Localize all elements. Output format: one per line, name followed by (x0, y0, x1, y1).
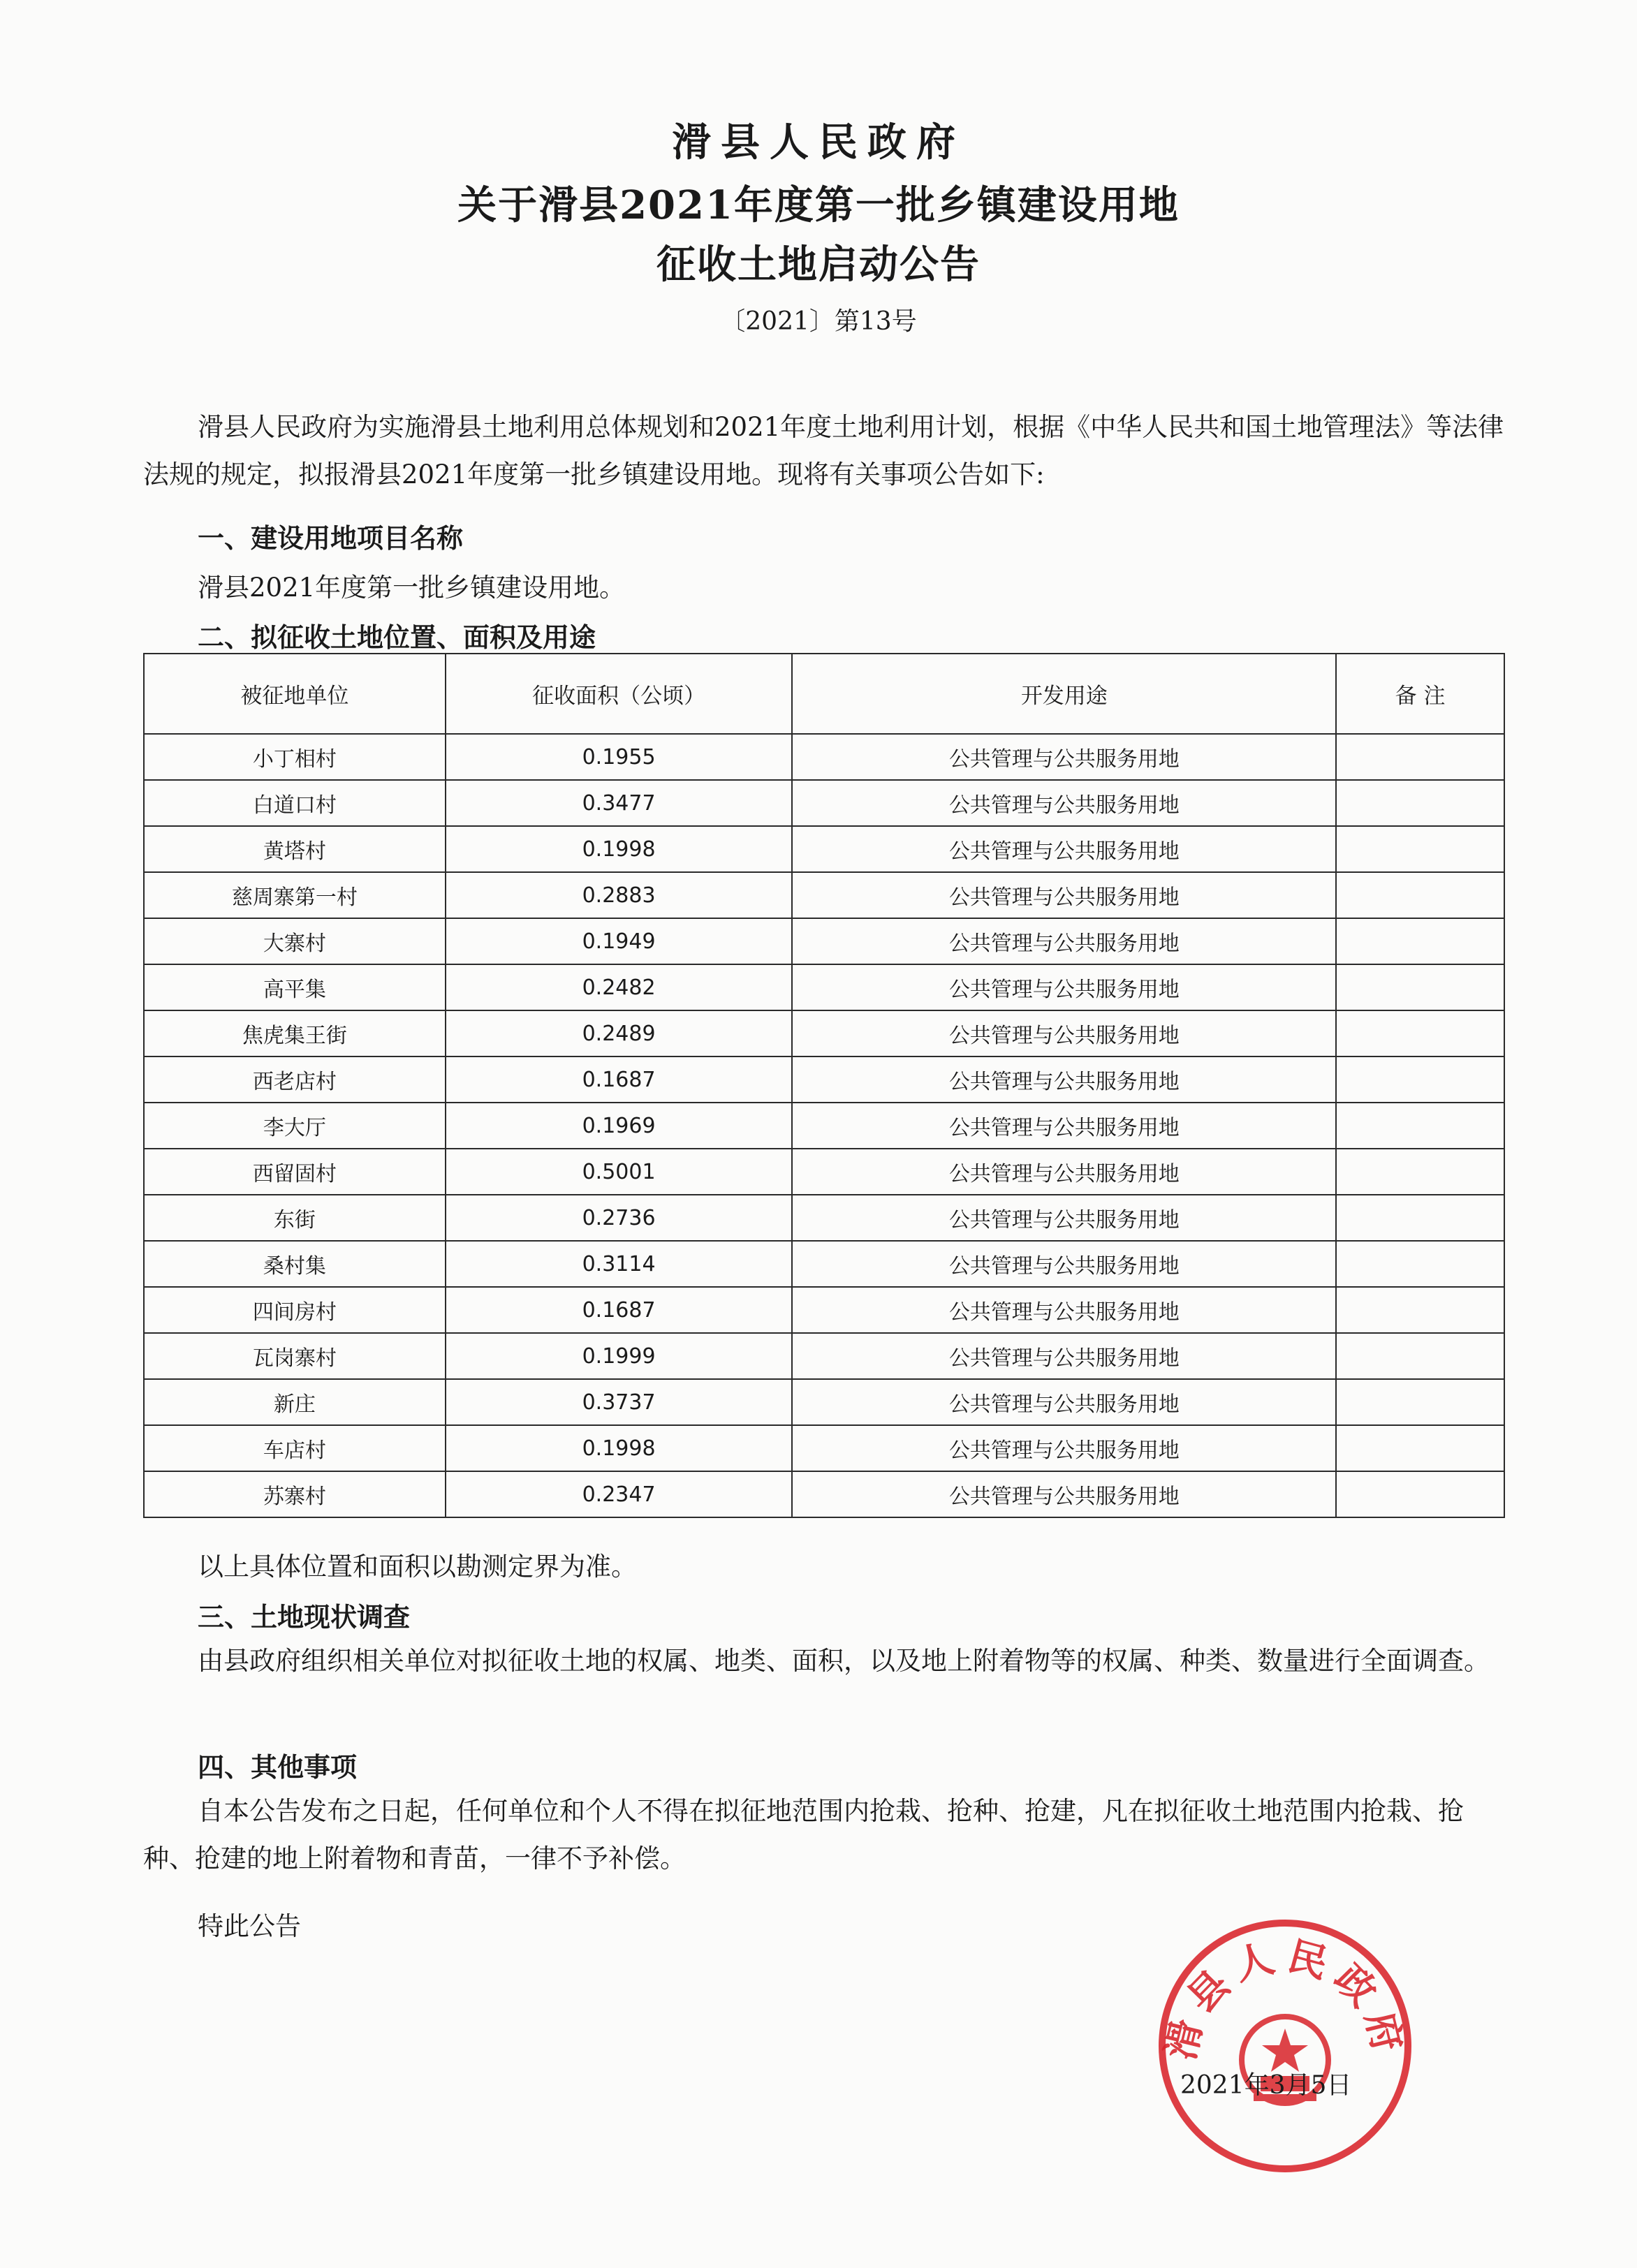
cell-area: 0.2489 (446, 1010, 793, 1056)
cell-note (1336, 1471, 1504, 1517)
table-row (144, 964, 1504, 1010)
cell-note (1336, 1379, 1504, 1425)
section4-text: 自本公告发布之日起，任何单位和个人不得在拟征地范围内抢栽、抢种、抢建，凡在拟征收土地范围内抢栽、抢种、抢建的地上附着物和青苗，一律不予补偿。 (143, 1796, 1464, 1873)
cell-note (1336, 734, 1504, 780)
cell-unit: 白道口村 (144, 780, 446, 826)
table-row (144, 734, 1504, 780)
cell-use: 公共管理与公共服务用地 (792, 1333, 1336, 1379)
cell-area: 0.1687 (446, 1056, 793, 1103)
cell-use: 公共管理与公共服务用地 (792, 1379, 1336, 1425)
cell-note (1336, 1103, 1504, 1149)
section4-heading: 四、其他事项 (198, 1752, 358, 1783)
title-issuer: 滑县人民政府 (672, 119, 965, 165)
cell-use: 公共管理与公共服务用地 (792, 780, 1336, 826)
cell-area: 0.2736 (446, 1195, 793, 1241)
table-row (144, 1056, 1504, 1103)
cell-use: 公共管理与公共服务用地 (792, 918, 1336, 964)
table-row (144, 826, 1504, 872)
table-row (144, 918, 1504, 964)
title-subject: 关于滑县2021年度第一批乡镇建设用地 (457, 182, 1180, 228)
seal-text: 滑县人民政府 (1158, 1933, 1412, 2065)
table-row (144, 1195, 1504, 1241)
cell-use: 公共管理与公共服务用地 (792, 1149, 1336, 1195)
cell-use: 公共管理与公共服务用地 (792, 1287, 1336, 1333)
table-row (144, 1379, 1504, 1425)
cell-note (1336, 1056, 1504, 1103)
cell-area: 0.5001 (446, 1149, 793, 1195)
table-row (144, 872, 1504, 918)
cell-area: 0.1969 (446, 1103, 793, 1149)
cell-unit: 东街 (144, 1195, 446, 1241)
cell-unit: 李大厅 (144, 1103, 446, 1149)
cell-area: 0.3114 (446, 1241, 793, 1287)
header-use: 开发用途 (792, 654, 1336, 734)
cell-unit: 慈周寨第一村 (144, 872, 446, 918)
cell-area: 0.1955 (446, 734, 793, 780)
cell-note (1336, 1425, 1504, 1471)
intro-paragraph: 滑县人民政府为实施滑县土地利用总体规划和2021年度土地利用计划，根据《中华人民共和国土地管理法》等法律法规的规定，拟报滑县2021年度第一批乡镇建设用地。现将有关事项公告如下: (143, 412, 1504, 489)
cell-use: 公共管理与公共服务用地 (792, 1010, 1336, 1056)
issue-date: 2021年3月5日 (1180, 2071, 1352, 2100)
cell-unit: 高平集 (144, 964, 446, 1010)
table-row (144, 1010, 1504, 1056)
cell-area: 0.1998 (446, 826, 793, 872)
cell-use: 公共管理与公共服务用地 (792, 826, 1336, 872)
table-row (144, 1149, 1504, 1195)
cell-area: 0.2347 (446, 1471, 793, 1517)
cell-use: 公共管理与公共服务用地 (792, 872, 1336, 918)
cell-unit: 瓦岗寨村 (144, 1333, 446, 1379)
table-row (144, 780, 1504, 826)
cell-area: 0.2883 (446, 872, 793, 918)
document-number: 〔2021〕第13号 (720, 307, 917, 336)
table-row (144, 1425, 1504, 1471)
cell-unit: 焦虎集王街 (144, 1010, 446, 1056)
cell-note (1336, 1241, 1504, 1287)
table-row (144, 1241, 1504, 1287)
cell-note (1336, 1333, 1504, 1379)
cell-note (1336, 1010, 1504, 1056)
cell-area: 0.1999 (446, 1333, 793, 1379)
cell-unit: 西留固村 (144, 1149, 446, 1195)
cell-unit: 新庄 (144, 1379, 446, 1425)
cell-area: 0.3477 (446, 780, 793, 826)
cell-use: 公共管理与公共服务用地 (792, 1195, 1336, 1241)
cell-use: 公共管理与公共服务用地 (792, 1471, 1336, 1517)
official-seal (1156, 1917, 1414, 2175)
closing-text: 特此公告 (198, 1911, 301, 1941)
land-table (143, 653, 1505, 1518)
title-notice: 征收土地启动公告 (656, 242, 981, 288)
section3-heading: 三、土地现状调查 (198, 1602, 411, 1633)
cell-note (1336, 918, 1504, 964)
section3-text: 由县政府组织相关单位对拟征收土地的权属、地类、面积，以及地上附着物等的权属、种类、数量进行全面调查。 (198, 1646, 1490, 1676)
section1-text: 滑县2021年度第一批乡镇建设用地。 (198, 573, 626, 603)
header-area: 征收面积（公顷） (446, 654, 793, 734)
cell-unit: 西老店村 (144, 1056, 446, 1103)
cell-use: 公共管理与公共服务用地 (792, 1103, 1336, 1149)
cell-unit: 黄塔村 (144, 826, 446, 872)
cell-use: 公共管理与公共服务用地 (792, 734, 1336, 780)
section1-heading: 一、建设用地项目名称 (198, 523, 464, 554)
cell-area: 0.1998 (446, 1425, 793, 1471)
cell-unit: 车店村 (144, 1425, 446, 1471)
cell-use: 公共管理与公共服务用地 (792, 1056, 1336, 1103)
cell-use: 公共管理与公共服务用地 (792, 1241, 1336, 1287)
cell-area: 0.1949 (446, 918, 793, 964)
section2-heading: 二、拟征收土地位置、面积及用途 (198, 622, 596, 653)
cell-note (1336, 1287, 1504, 1333)
cell-unit: 大寨村 (144, 918, 446, 964)
cell-note (1336, 872, 1504, 918)
cell-area: 0.3737 (446, 1379, 793, 1425)
cell-unit: 四间房村 (144, 1287, 446, 1333)
cell-use: 公共管理与公共服务用地 (792, 964, 1336, 1010)
cell-area: 0.1687 (446, 1287, 793, 1333)
table-row (144, 1287, 1504, 1333)
header-note: 备 注 (1336, 654, 1504, 734)
cell-note (1336, 826, 1504, 872)
table-row (144, 1333, 1504, 1379)
cell-unit: 桑村集 (144, 1241, 446, 1287)
cell-area: 0.2482 (446, 964, 793, 1010)
table-header-row (144, 654, 1504, 734)
cell-note (1336, 1195, 1504, 1241)
header-unit: 被征地单位 (144, 654, 446, 734)
cell-note (1336, 1149, 1504, 1195)
table-row (144, 1471, 1504, 1517)
cell-unit: 小丁相村 (144, 734, 446, 780)
cell-note (1336, 780, 1504, 826)
cell-use: 公共管理与公共服务用地 (792, 1425, 1336, 1471)
table-row (144, 1103, 1504, 1149)
cell-unit: 苏寨村 (144, 1471, 446, 1517)
cell-note (1336, 964, 1504, 1010)
table-footnote: 以上具体位置和面积以勘测定界为准。 (198, 1552, 637, 1582)
